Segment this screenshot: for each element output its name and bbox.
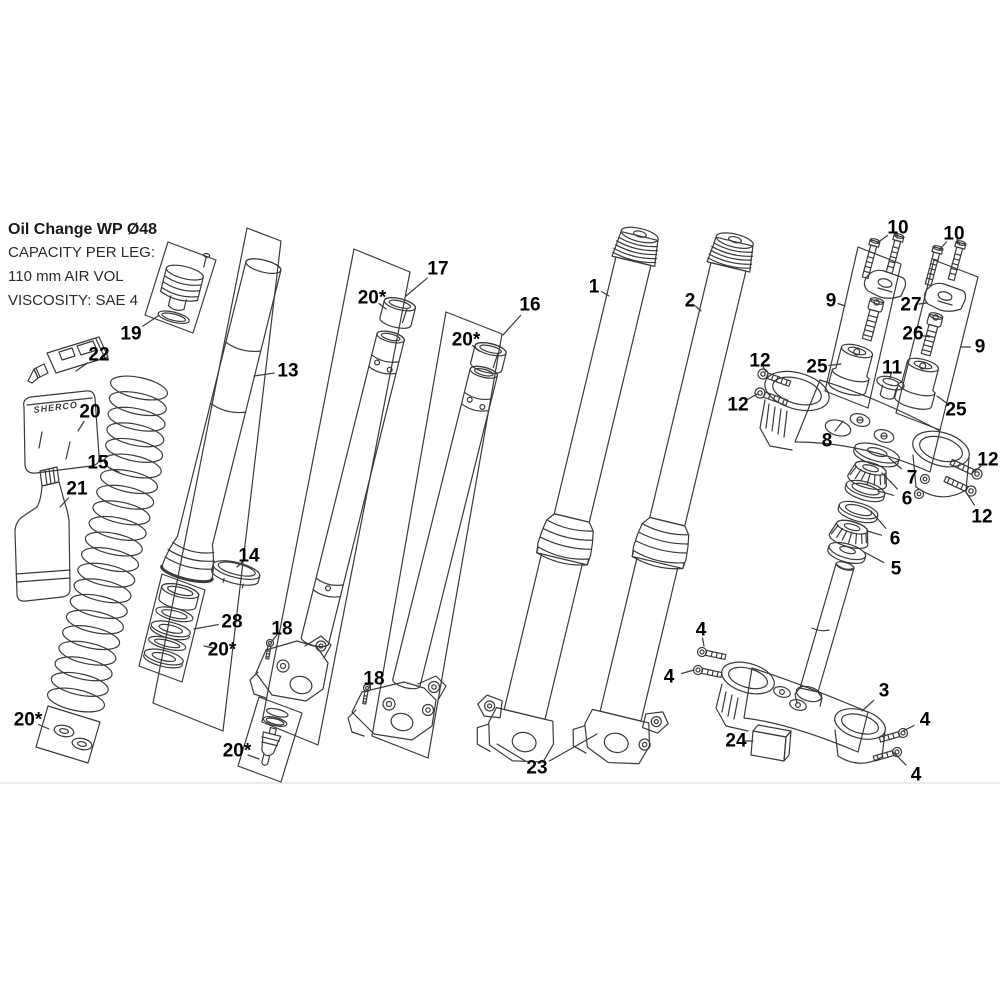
info-line-capacity: CAPACITY PER LEG: (8, 244, 155, 261)
spring-coil (53, 653, 114, 686)
leader-line-17 (406, 278, 427, 296)
leader-line-9 (838, 304, 845, 307)
clamp-bolt-26-left (860, 296, 885, 341)
spring-coil (91, 497, 152, 530)
spring-coil (102, 450, 163, 483)
spring-coil (108, 372, 169, 405)
part-label-13-6: 13 (277, 360, 299, 382)
part-label-25-28: 25 (945, 399, 967, 421)
spring-spacer-kit-box (36, 706, 100, 763)
spring-coil (76, 559, 137, 592)
part-label-4-41: 4 (919, 709, 931, 731)
part-label-1-17: 1 (588, 276, 600, 298)
leader-line-3 (862, 700, 874, 711)
part-label-3-40: 3 (878, 680, 890, 702)
part-label-26-24: 26 (902, 323, 924, 345)
spring-coil (68, 590, 129, 623)
part-label-19-0: 19 (120, 323, 142, 345)
part-label-17-12: 17 (427, 258, 449, 280)
part-label-18-16: 18 (363, 668, 385, 690)
part-label-6-36: 6 (889, 528, 901, 550)
fork-leg-2 (568, 224, 783, 774)
part-label-2-18: 2 (684, 290, 696, 312)
leader-line-5 (864, 552, 884, 562)
part-label-7-34: 7 (906, 467, 918, 489)
spring-coil (106, 403, 167, 436)
part-label-24-43: 24 (725, 730, 747, 752)
part-label-10-21: 10 (943, 223, 965, 245)
spring-coil (80, 543, 141, 576)
leader-line-8 (835, 421, 843, 431)
spring-coil (45, 684, 106, 717)
leader-line-6 (878, 491, 894, 495)
spring-spacers-20 (53, 724, 93, 752)
spring-coil (49, 668, 110, 701)
part-label-23-19: 23 (526, 757, 548, 779)
part-label-11-27: 11 (881, 357, 903, 379)
part-label-15-3: 15 (87, 452, 109, 474)
bag-brand-text: SHERCO (33, 399, 79, 415)
leader-line-22 (76, 363, 88, 371)
leader-line-4 (682, 670, 695, 674)
info-line-airvol: 110 mm AIR VOL (8, 268, 124, 285)
part-label-20star-13: 20* (357, 287, 387, 309)
part-label-21-4: 21 (66, 478, 88, 500)
fork-leg-1 (467, 217, 676, 769)
fork-cap-19 (154, 245, 210, 327)
steering-stem (795, 560, 855, 706)
bar-clamp-upper-left (864, 270, 905, 298)
outer-tube-13 (160, 254, 290, 586)
oil-change-info-block (8, 221, 157, 316)
part-label-20-2: 20 (79, 401, 101, 423)
spring-coil (107, 387, 168, 420)
part-label-4-39: 4 (663, 666, 675, 688)
part-label-9-25: 9 (974, 336, 986, 358)
fork-spring-15 (45, 372, 169, 717)
part-label-9-22: 9 (825, 290, 837, 312)
part-label-4-38: 4 (695, 619, 707, 641)
steering-bearing-6-lower (827, 516, 872, 552)
part-label-5-37: 5 (890, 558, 902, 580)
part-label-8-29: 8 (821, 430, 833, 452)
leader-line-16 (503, 315, 521, 335)
spring-coil (83, 528, 144, 561)
spring-coil (87, 512, 148, 545)
leader-line-10 (877, 236, 888, 244)
part-label-27-23: 27 (900, 294, 922, 316)
part-label-16-14: 16 (519, 294, 541, 316)
part-label-20star-5: 20* (13, 709, 43, 731)
axle-lug-17 (250, 636, 331, 701)
part-label-20star-9: 20* (207, 639, 237, 661)
part-label-14-7: 14 (238, 545, 260, 567)
leader-line-6 (871, 511, 886, 528)
part-label-20star-15: 20* (451, 329, 481, 351)
part-label-20star-11: 20* (222, 740, 252, 762)
part-label-12-31: 12 (727, 394, 749, 416)
adjuster-kit-box (238, 697, 302, 782)
leader-line-12 (966, 492, 974, 505)
dust-washer-7 (852, 439, 902, 471)
part-label-10-20: 10 (887, 217, 909, 239)
cartridge-tube-17 (299, 295, 417, 650)
leader-line-12 (748, 394, 758, 400)
spring-coil (72, 575, 133, 608)
part-label-18-10: 18 (271, 618, 293, 640)
spring-coil (61, 621, 122, 654)
oil-bottle-21 (15, 467, 70, 601)
part-label-12-30: 12 (749, 350, 771, 372)
leader-line-13 (254, 373, 274, 376)
part-label-4-42: 4 (910, 764, 922, 786)
spring-coil (57, 637, 118, 670)
seal-stack-28 (142, 580, 201, 671)
leader-line-20 (78, 422, 84, 432)
top-triple-clamp-8 (760, 365, 973, 499)
reflector-block-24 (751, 725, 791, 761)
spring-coil (105, 419, 166, 452)
info-title: Oil Change WP Ø48 (8, 221, 158, 238)
spring-coil (95, 481, 156, 514)
part-label-22-1: 22 (88, 344, 110, 366)
part-label-12-33: 12 (971, 506, 993, 528)
part-label-6-35: 6 (901, 488, 913, 510)
info-line-viscosity: VISCOSITY: SAE 4 (8, 292, 139, 309)
spring-coil (64, 606, 125, 639)
part-label-28-8: 28 (221, 611, 243, 633)
bar-mount-left-box (825, 247, 901, 408)
leader-line-6 (867, 531, 882, 535)
part-label-25-26: 25 (806, 356, 828, 378)
bar-clamp-27 (924, 283, 965, 311)
spring-coil (104, 434, 165, 467)
leader-line-28 (194, 625, 218, 629)
part-label-12-32: 12 (977, 449, 999, 471)
